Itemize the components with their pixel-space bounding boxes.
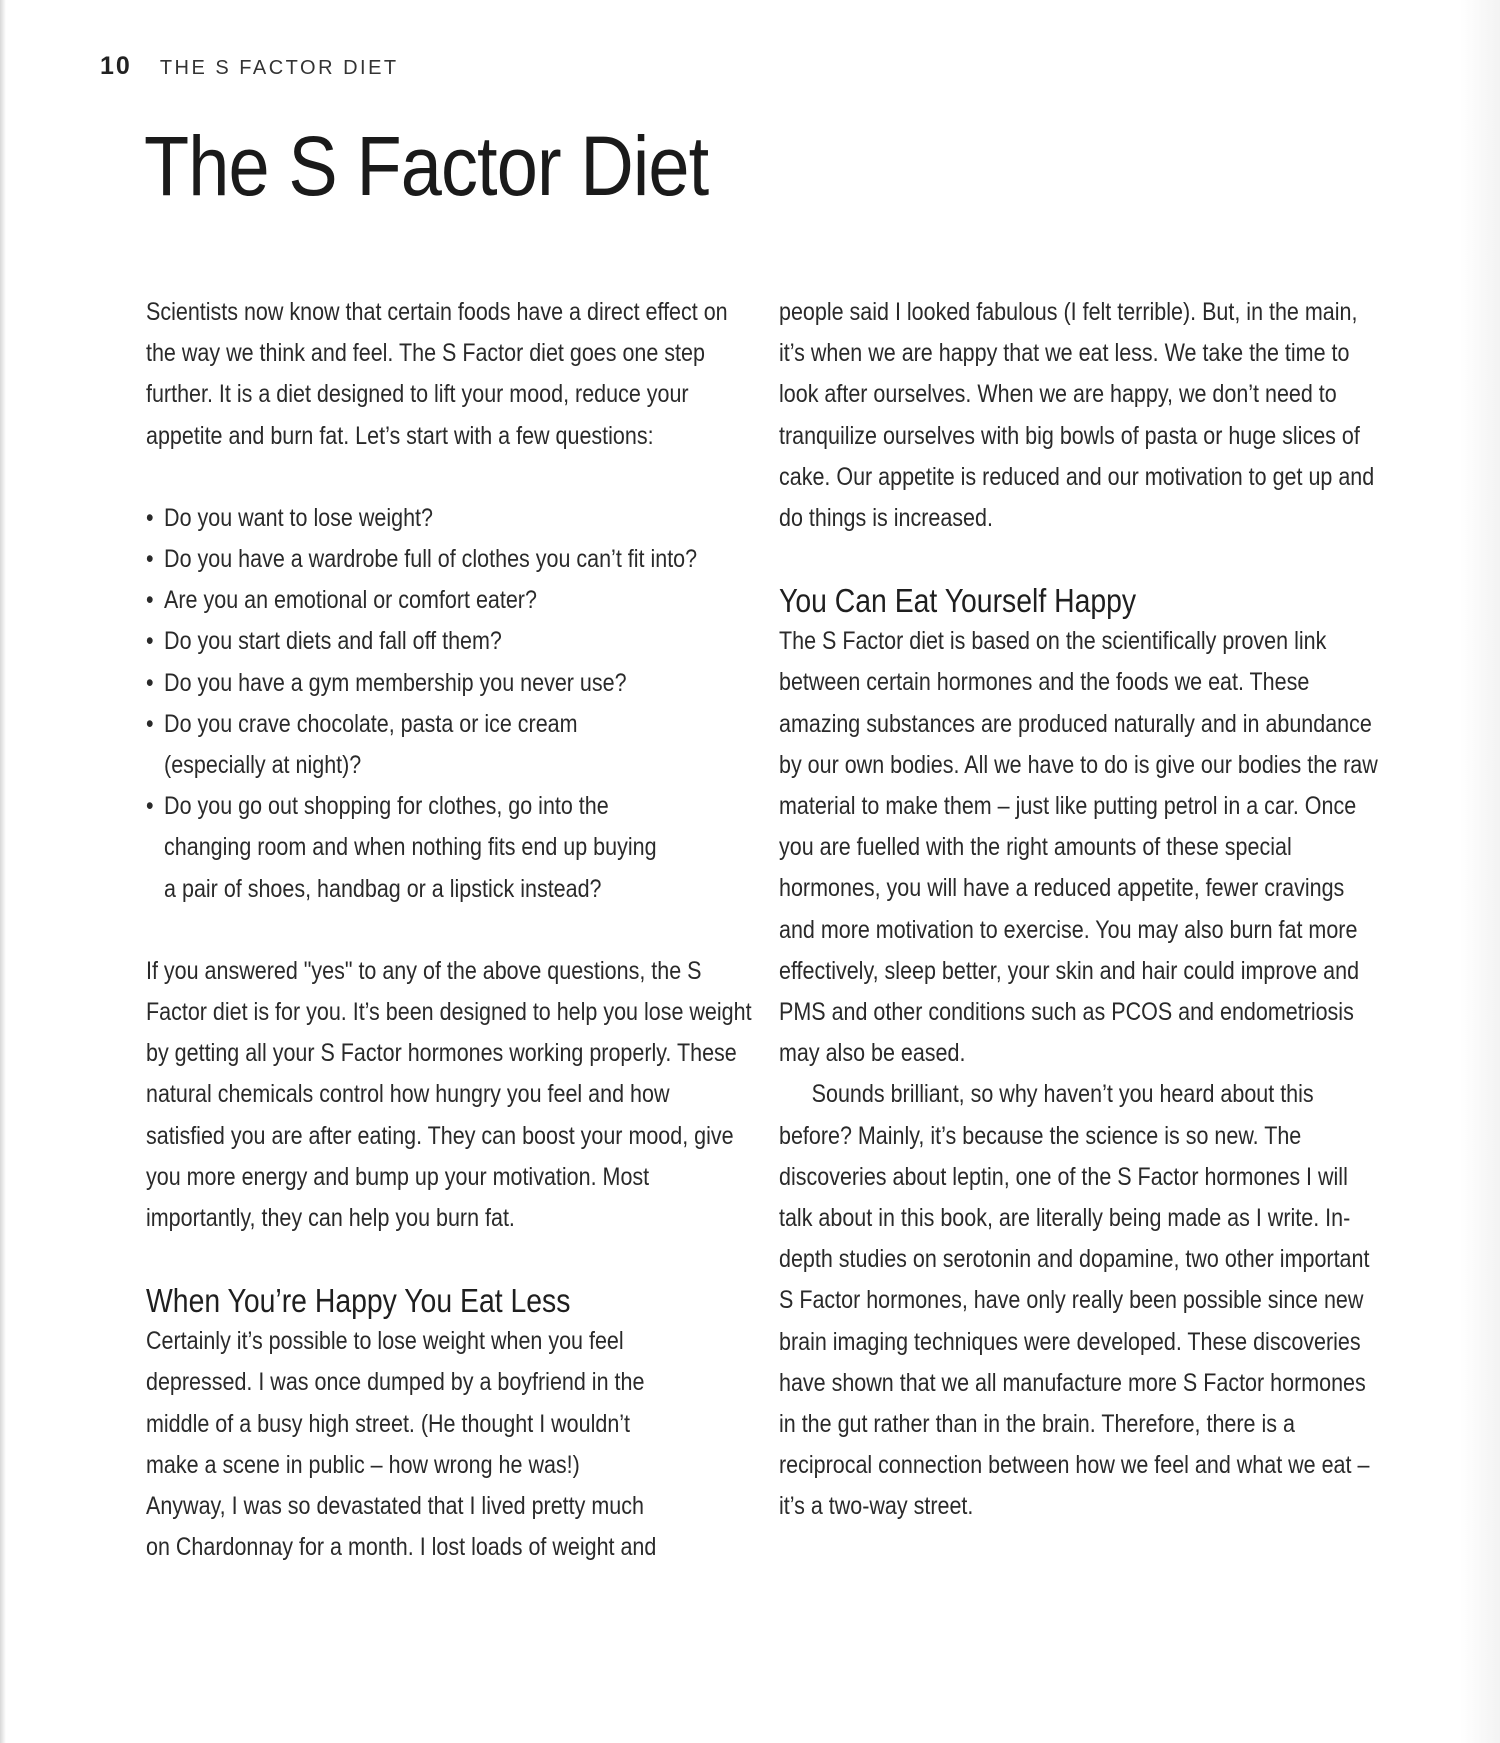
section-body (146, 1321, 662, 1568)
section2-paragraph-2: Sounds brilliant, so why haven’t you heard about this before? Mainly, it’s because the science is so new. The discoveries about leptin, one of the S Factor hormones I will talk about in this book, are literally being made as I write. In-depth studies on serotonin and dopamine, two other important S Factor hormones, have only really been possible since new brain imaging techniques were developed. These discoveries have shown that we all manufacture more S Factor hormones in the gut rather than in the brain. Therefore, there is a reciprocal connection between how we feel and what we eat – it’s a two-way street. (779, 1080, 1370, 1521)
list-item: • Do you have a wardrobe full of clothes you can’t fit into? (146, 539, 752, 580)
answer-paragraph: If you answered "yes" to any of the above questions, the S Factor diet is for you. It’s been designed to help you lose weight by getting all your S Factor hormones working properly. These natural chemicals control how hungry you feel and how satisfied you are after eating. They can boost your mood, give you more energy and bump up your motivation. Most importantly, they can help you burn fat. (146, 956, 752, 1233)
page-edge-shadow (0, 0, 6, 1743)
intro-paragraph: Scientists now know that certain foods have a direct effect on the way we think and feel. The S Factor diet goes one step further. It is a diet designed to lift your mood, reduce your appetite and burn fat. Let’s start with a few questions: (146, 298, 728, 450)
list-item: • Do you crave chocolate, pasta or ice cream (especially at night)? (146, 704, 646, 786)
question-list (146, 498, 752, 910)
page-title: The S Factor Diet (144, 119, 709, 213)
continuation-paragraph: people said I looked fabulous (I felt terrible). But, in the main, it’s when we are happy that we eat less. We take the time to look after ourselves. When we are happy, we don’t need to tranquilize ourselves with big bowls of pasta or huge slices of cake. Our appetite is reduced and our motivation to get up and do things is increased. (779, 298, 1375, 533)
page-edge-shadow-right (1460, 0, 1500, 1743)
right-column (779, 292, 1399, 1528)
left-column (146, 292, 766, 1568)
list-item: • Do you have a gym membership you never use? (146, 663, 752, 704)
list-item: • Do you go out shopping for clothes, go into the changing room and when nothing fits end up buying a pair of shoes, handbag or a lipstick instead? (146, 786, 659, 910)
running-title: THE S FACTOR DIET (159, 57, 399, 79)
left-column-text (146, 292, 752, 1239)
right-column-text (779, 292, 1385, 539)
section-body (779, 621, 1385, 1527)
section2-paragraph-1: The S Factor diet is based on the scientifically proven link between certain hormones and the foods we eat. These amazing substances are produced naturally and in abundance by our own bodies. All we have to do is give our bodies the raw material to make them – just like putting petrol in a car. Once you are fuelled with the right amounts of these special hormones, you will have a reduced appetite, fewer cravings and more motivation to exercise. You may also burn fat more effectively, sleep better, your skin and hair could improve and PMS and other conditions such as PCOS and endometriosis may also be eased. (779, 627, 1378, 1068)
list-item: • Are you an emotional or comfort eater? (146, 580, 752, 621)
section1-paragraph: Certainly it’s possible to lose weight when you feel depressed. I was once dumped by a boyfriend in the middle of a busy high street. (He thought I wouldn’t make a scene in public – how wrong he was!) Anyway, I was so devastated that I lived pretty much on Chardonnay for a month. I lost loads of weight and (146, 1327, 657, 1562)
section-heading-happy-eat-less: When You’re Happy You Eat Less (146, 1282, 571, 1320)
list-item: • Do you want to lose weight? (146, 498, 752, 539)
section-heading-eat-yourself-happy: You Can Eat Yourself Happy (779, 582, 1137, 620)
list-item: • Do you start diets and fall off them? (146, 621, 752, 662)
page-number: 10 (100, 52, 132, 80)
running-head (100, 52, 399, 81)
